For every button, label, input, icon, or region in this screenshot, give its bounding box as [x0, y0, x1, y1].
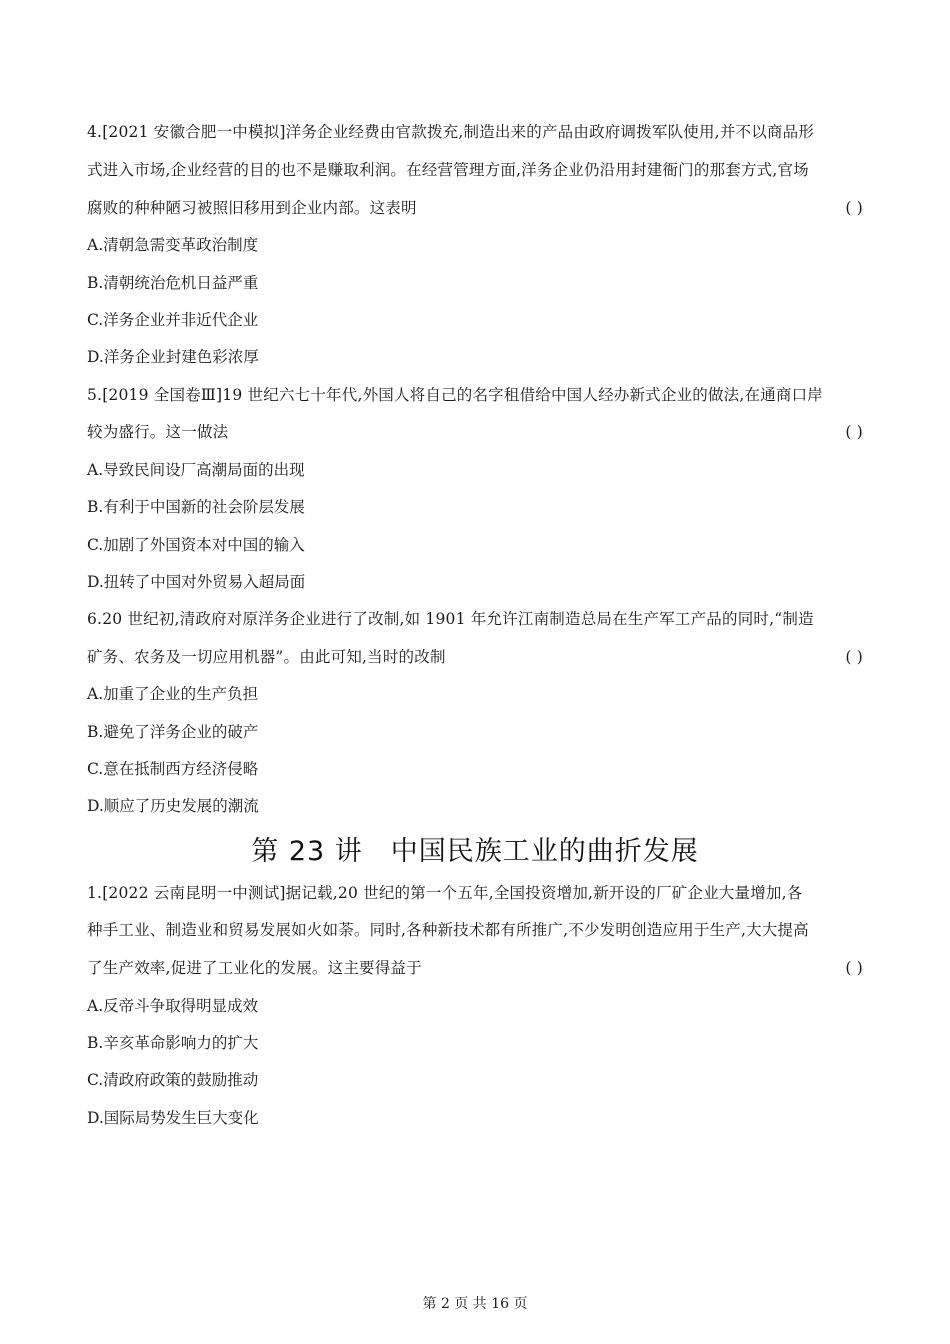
question-1-option-b: B.辛亥革命影响力的扩大: [87, 1034, 259, 1052]
question-1-line-3: [87, 957, 863, 979]
question-4-option-a: A.清朝急需变革政治制度: [87, 236, 259, 254]
section-title: 第 23 讲 中国民族工业的曲折发展: [251, 836, 699, 867]
answer-bracket: ( ): [845, 959, 863, 977]
question-1-option-d: D.国际局势发生巨大变化: [87, 1109, 259, 1127]
question-4-line-1: 4.[2021 安徽合肥一中模拟]洋务企业经费由官款拨充,制造出来的产品由政府调拨军队使用,并不以商品形: [87, 123, 815, 141]
question-6-line-2: [87, 646, 863, 668]
question-1-option-c: C.清政府政策的鼓励推动: [87, 1071, 259, 1089]
question-4-line-2: 式进入市场,企业经营的目的也不是赚取利润。在经营管理方面,洋务企业仍沿用封建衙门的那套方式,官场: [87, 161, 809, 179]
question-5-line-1: 5.[2019 全国卷Ⅲ]19 世纪六七十年代,外国人将自己的名字租借给中国人经办新式企业的做法,在通商口岸: [87, 386, 824, 404]
question-4-option-b: B.清朝统治危机日益严重: [87, 274, 259, 292]
question-4-option-c: C.洋务企业并非近代企业: [87, 311, 259, 329]
question-1-line-1: 1.[2022 云南昆明一中测试]据记载,20 世纪的第一个五年,全国投资增加,新开设的厂矿企业大量增加,各: [87, 884, 803, 902]
question-4-line-3-text: 腐败的种种陋习被照旧移用到企业内部。这表明: [87, 199, 417, 217]
question-5-line-2: [87, 421, 863, 443]
question-5-option-a: A.导致民间设厂高潮局面的出现: [87, 461, 305, 479]
question-5-option-c: C.加剧了外国资本对中国的输入: [87, 536, 305, 554]
question-6-line-2-text: 矿务、农务及一切应用机器”。由此可知,当时的改制: [87, 648, 446, 666]
question-5-option-b: B.有利于中国新的社会阶层发展: [87, 498, 305, 516]
page-number-footer: 第 2 页 共 16 页: [422, 1296, 528, 1312]
answer-bracket: ( ): [845, 423, 863, 441]
answer-bracket: ( ): [845, 648, 863, 666]
question-5-option-d: D.扭转了中国对外贸易入超局面: [87, 573, 306, 591]
question-6-option-d: D.顺应了历史发展的潮流: [87, 797, 259, 815]
question-6-line-1: 6.20 世纪初,清政府对原洋务企业进行了改制,如 1901 年允许江南制造总局在生产军工产品的同时,“制造: [87, 610, 814, 628]
question-6-option-a: A.加重了企业的生产负担: [87, 685, 259, 703]
question-1-line-2: 种手工业、制造业和贸易发展如火如荼。同时,各种新技术都有所推广,不少发明创造应用于生产,大大提高: [87, 921, 809, 939]
question-6-option-b: B.避免了洋务企业的破产: [87, 723, 259, 741]
question-1-line-3-text: 了生产效率,促进了工业化的发展。这主要得益于: [87, 959, 422, 977]
question-4-option-d: D.洋务企业封建色彩浓厚: [87, 348, 259, 366]
question-5-line-2-text: 较为盛行。这一做法: [87, 423, 229, 441]
question-4-line-3: [87, 197, 863, 219]
question-6-option-c: C.意在抵制西方经济侵略: [87, 760, 259, 778]
answer-bracket: ( ): [845, 199, 863, 217]
question-1-option-a: A.反帝斗争取得明显成效: [87, 997, 259, 1015]
